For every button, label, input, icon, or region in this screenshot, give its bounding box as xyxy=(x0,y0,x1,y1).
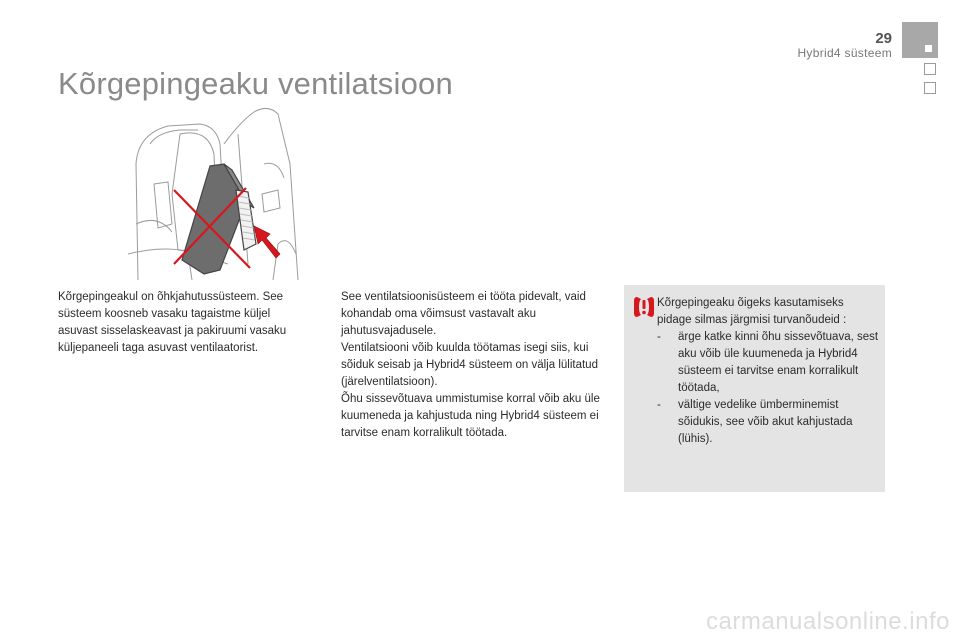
paragraph-after-ventilation: Ventilatsiooni võib kuulda töötamas isegi siis, kui sõiduk seisab ja Hybrid4 süsteem on välja lülitatud (järelventilatsioon). xyxy=(341,342,598,388)
paragraph-blockage: Õhu sissevõtuava ummistumise korral võib aku üle kuumeneda ja kahjustuda ning Hybrid4 süsteem ei tarvitse enam korralikult töötada. xyxy=(341,393,600,439)
warning-item: - ärge katke kinni õhu sissevõtuava, sest aku võib üle kuumeneda ja Hybrid4 süsteem ei tarvitse enam korralikult töötada, xyxy=(657,331,879,394)
chapter-tab[interactable] xyxy=(924,63,936,75)
ventilation-text-column xyxy=(341,289,603,442)
rear-seat-air-intake-illustration xyxy=(128,104,308,280)
intro-text-column xyxy=(58,289,310,357)
air-intake-arrow-icon xyxy=(254,226,280,258)
paragraph-operation: See ventilatsioonisüsteem ei tööta pidevalt, vaid kohandab oma võimsust vastavalt aku jahutusvajadusele. xyxy=(341,291,586,337)
tab-marker xyxy=(925,45,932,52)
page-title: Kõrgepingeaku ventilatsioon xyxy=(58,66,453,101)
chapter-tab[interactable] xyxy=(924,82,936,94)
intro-paragraph: Kõrgepingeakul on õhkjahutussüsteem. See süsteem koosneb vasaku tagaistme küljel asuvast sisselaskeavast ja pakiruumi vasaku küljepaneeli taga asuvast ventilaatorist. xyxy=(58,291,287,354)
page-number: 29 xyxy=(875,30,892,47)
section-name: Hybrid4 süsteem xyxy=(797,46,892,60)
warning-text xyxy=(657,295,879,448)
warning-box xyxy=(624,285,885,492)
watermark: carmanualsonline.info xyxy=(706,608,950,635)
list-dash: - xyxy=(657,331,661,343)
warning-intro: Kõrgepingeaku õigeks kasutamiseks pidage silmas järgmisi turvanõudeid : xyxy=(657,297,847,326)
list-dash: - xyxy=(657,399,661,411)
chapter-tab-active[interactable] xyxy=(902,22,938,58)
warning-exclamation-icon xyxy=(632,295,656,319)
warning-item: - vältige vedelike ümberminemist sõidukis, see võib akut kahjustada (lühis). xyxy=(657,399,853,445)
warning-list xyxy=(657,329,879,448)
